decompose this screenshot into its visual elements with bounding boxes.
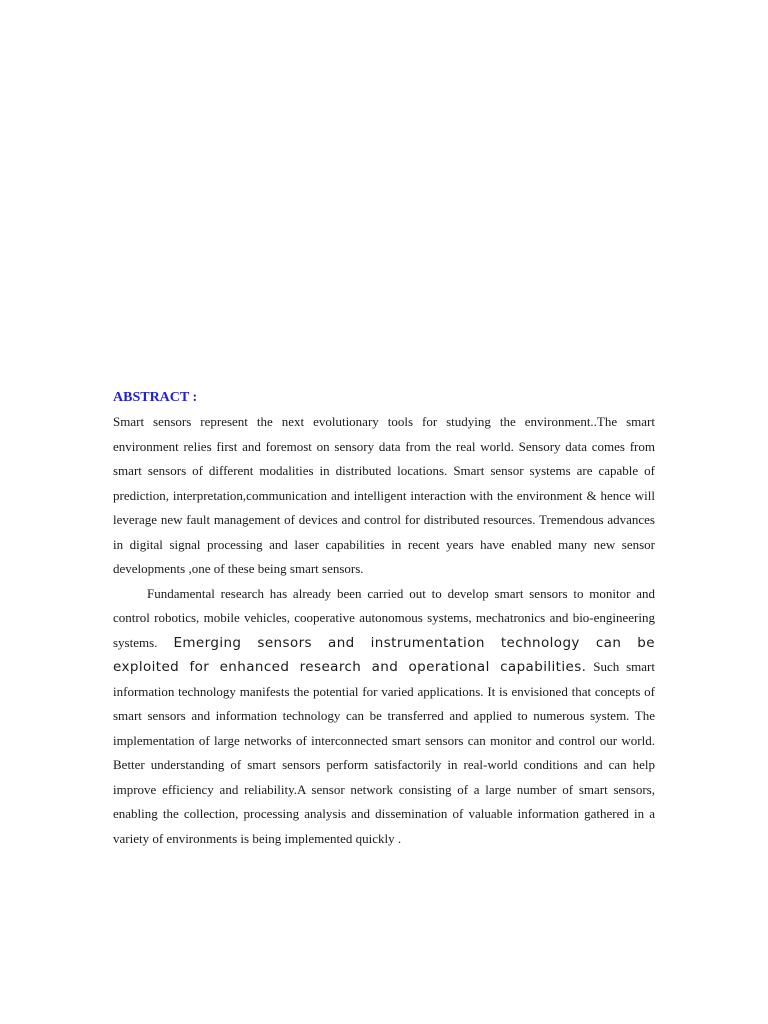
abstract-section: [113, 386, 655, 851]
paragraph-2-text-2: Emerging sensors and instrumentation technology can be exploited for enhanced research and operational capabilities.: [113, 634, 655, 675]
abstract-paragraph-2: [113, 582, 655, 852]
paragraph-2-text-1: Fundamental research has already been carried out to develop smart sensors to monitor and control robotics, mobile vehicles, cooperative autonomous systems, mechatronics and bio-engineering systems.: [113, 585, 655, 650]
abstract-paragraph-1: Smart sensors represent the next evolutionary tools for studying the environment..The smart environment relies first and foremost on sensory data from the real world. Sensory data comes from smart sensors of different modalities in distributed locations. Smart sensor systems are capable of prediction, interpretation,communication and intelligent interaction with the environment & hence will leverage new fault management of devices and control for distributed resources. Tremendous advances in digital signal processing and laser capabilities in recent years have enabled many new sensor developments ,one of these being smart sensors.: [113, 414, 655, 576]
abstract-heading: ABSTRACT :: [113, 390, 198, 405]
paragraph-2-text-3: Such smart information technology manifests the potential for varied applications. It is envisioned that concepts of smart sensors and information technology can be transferred and applied to numerous system. The implementation of large networks of interconnected smart sensors can monitor and control our world. Better understanding of smart sensors perform satisfactorily in real-world conditions and can help improve efficiency and reliability.A sensor network consisting of a large number of smart sensors, enabling the collection, processing analysis and dissemination of valuable information gathered in a variety of environments is being implemented quickly .: [113, 659, 655, 846]
